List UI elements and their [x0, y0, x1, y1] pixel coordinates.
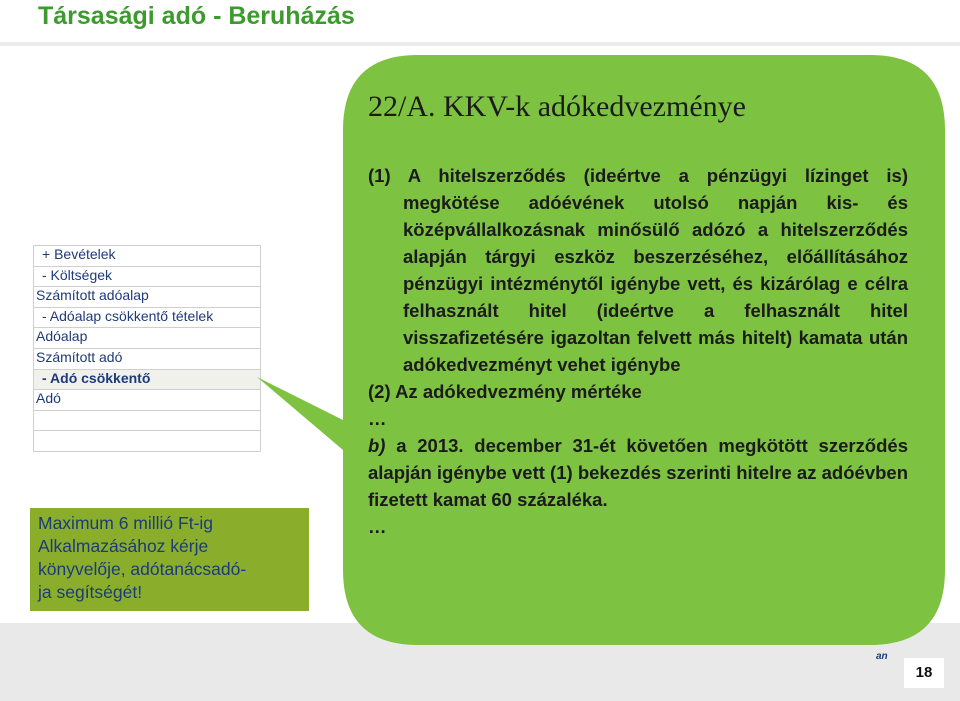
table-row: Számított adóalap [34, 287, 260, 308]
callout-heading: 22/A. KKV-k adókedvezménye [368, 90, 746, 123]
ellipsis: … [368, 408, 387, 429]
paragraph-b-label: b) [368, 435, 386, 456]
table-row: Számított adó [34, 349, 260, 370]
note-line: Maximum 6 millió Ft-ig [38, 513, 214, 533]
table-row: - Költségek [34, 267, 260, 288]
paragraph-b [368, 432, 908, 513]
paragraph-b-text: a 2013. december 31-ét követően megkötött szerződés alapján igénybe vett (1) bekezdés szerinti hitelre az adóévben fizetett kamat 60 százaléka. [368, 435, 908, 510]
table-row: + Bevételek [34, 246, 260, 267]
logo-fragment: an [876, 651, 888, 662]
table-row-highlighted: - Adó csökkentő [34, 370, 260, 391]
table-row: Adó [34, 390, 260, 411]
callout-content [368, 90, 908, 540]
note-line: Alkalmazásához kérje [38, 536, 209, 556]
page-number: 18 [904, 658, 944, 688]
table-row: - Adóalap csökkentő tételek [34, 308, 260, 329]
paragraph-1: (1) A hitelszerződés (ideértve a pénzügyi lízinget is) megkötése adóévének utolsó napján kis- és középvállalkozásnak minősülő adózó a hitelszerződés alapján tárgyi eszköz beszerzéséhez, előállításához pénzügyi intézménytől igénybe vett, és kizárólag e célra felhasznált hitel (ideértve a felhasznált hitel visszafizetésére igazoltan felvett más hitelt) kamata után adókedvezményt vehet igénybe [368, 165, 908, 375]
note-line: ja segítségét! [38, 582, 143, 602]
table-row: Adóalap [34, 328, 260, 349]
page-title: Társasági adó - Beruházás [38, 2, 355, 30]
note-line: könyvelője, adótanácsadó- [38, 559, 247, 579]
paragraph-2: (2) Az adókedvezmény mértéke [368, 381, 642, 402]
ellipsis: … [368, 516, 387, 537]
